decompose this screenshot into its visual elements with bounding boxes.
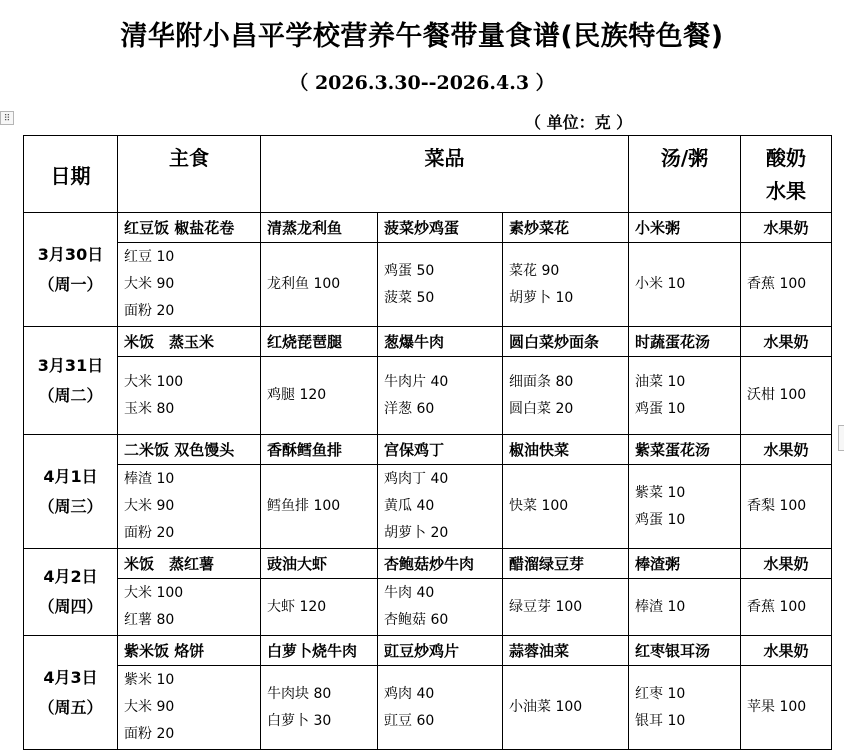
- ingredient-item: 鸡肉丁 40: [384, 471, 449, 487]
- dish2-name: 葱爆牛肉: [378, 327, 503, 357]
- ingredient-item: 棒渣 10: [635, 598, 686, 615]
- soup-ingredients: [629, 357, 741, 435]
- day-weekday: （周一）: [38, 274, 103, 294]
- ingredient-item: 洋葱 60: [384, 400, 435, 417]
- ingredient-item: 大米 90: [124, 276, 175, 292]
- ingredient-item: 棒渣 10: [124, 471, 175, 487]
- ingredient-item: 红豆 10: [124, 249, 175, 265]
- day-date: 3月31日: [37, 355, 104, 375]
- ingredient-item: 杏鲍菇 60: [384, 612, 449, 628]
- staple-name: 二米饭 双色馒头: [118, 435, 261, 465]
- staple-ingredients: [118, 465, 261, 549]
- dish1-ingredients: [261, 357, 378, 435]
- header-staple: 主食: [118, 136, 261, 213]
- dish2-name: 宫保鸡丁: [378, 435, 503, 465]
- soup-ingredients: [629, 666, 741, 750]
- dessert-name: 水果奶: [741, 327, 832, 357]
- ingredient-item: 大米 90: [124, 498, 175, 514]
- day-weekday: （周三）: [38, 496, 103, 516]
- ingredient-item: 大米 100: [124, 373, 184, 390]
- soup-name: 紫菜蛋花汤: [629, 435, 741, 465]
- dish3-name: 圆白菜炒面条: [503, 327, 629, 357]
- dessert-ingredients: [741, 579, 832, 636]
- dessert-name: 水果奶: [741, 549, 832, 579]
- day-weekday: （周五）: [38, 697, 103, 717]
- soup-name: 红枣银耳汤: [629, 636, 741, 666]
- ingredient-item: 鸡蛋 50: [384, 262, 435, 279]
- dish3-name: 蒜蓉油菜: [503, 636, 629, 666]
- ingredient-item: 鸡蛋 10: [635, 511, 686, 528]
- ingredient-item: 小油菜 100: [509, 699, 583, 715]
- ingredient-item: 牛肉片 40: [384, 373, 449, 390]
- soup-ingredients: [629, 465, 741, 549]
- day-dish-row: [24, 435, 832, 465]
- ingredient-item: 银耳 10: [635, 712, 686, 729]
- dish1-ingredients: [261, 243, 378, 327]
- dish1-ingredients: [261, 579, 378, 636]
- header-dessert-line2: 水果: [766, 179, 807, 203]
- dish2-name: 杏鲍菇炒牛肉: [378, 549, 503, 579]
- ingredient-item: 胡萝卜 10: [509, 289, 574, 306]
- dish2-name: 豇豆炒鸡片: [378, 636, 503, 666]
- ingredient-item: 绿豆芽 100: [509, 598, 583, 615]
- dish3-ingredients: [503, 243, 629, 327]
- day-ingredient-row: [24, 666, 832, 750]
- ingredient-item: 沃柑 100: [747, 387, 807, 403]
- day-date-cell: [24, 549, 118, 636]
- ingredient-item: 快菜 100: [509, 498, 569, 514]
- ingredient-item: 细面条 80: [509, 373, 574, 390]
- header-dishes: 菜品: [261, 136, 629, 213]
- dish3-ingredients: [503, 357, 629, 435]
- soup-name: 棒渣粥: [629, 549, 741, 579]
- ingredient-item: 圆白菜 20: [509, 400, 574, 417]
- dish2-ingredients: [378, 666, 503, 750]
- day-dish-row: [24, 327, 832, 357]
- staple-name: 红豆饭 椒盐花卷: [118, 213, 261, 243]
- dessert-name: 水果奶: [741, 213, 832, 243]
- table-move-handle-icon[interactable]: ⠿: [0, 111, 14, 125]
- day-date: 3月30日: [37, 244, 104, 264]
- soup-name: 小米粥: [629, 213, 741, 243]
- dish2-ingredients: [378, 579, 503, 636]
- day-date-cell: [24, 435, 118, 549]
- ingredient-item: 牛肉块 80: [267, 685, 332, 702]
- dessert-ingredients: [741, 357, 832, 435]
- day-date: 4月2日: [43, 567, 98, 586]
- day-weekday: （周二）: [38, 385, 103, 405]
- ingredient-item: 大米 100: [124, 585, 184, 601]
- ingredient-item: 龙利鱼 100: [267, 276, 341, 292]
- ingredient-item: 菠菜 50: [384, 289, 435, 306]
- dish3-name: 素炒菜花: [503, 213, 629, 243]
- dish1-name: 白萝卜烧牛肉: [261, 636, 378, 666]
- dish1-name: 红烧琵琶腿: [261, 327, 378, 357]
- ingredient-item: 面粉 20: [124, 525, 175, 541]
- ingredient-item: 大米 90: [124, 699, 175, 715]
- ingredient-item: 香蕉 100: [747, 598, 807, 615]
- ingredient-item: 苹果 100: [747, 699, 807, 715]
- staple-name: 米饭 蒸玉米: [118, 327, 261, 357]
- scroll-edge-handle[interactable]: [838, 425, 844, 451]
- ingredient-item: 红枣 10: [635, 685, 686, 702]
- day-ingredient-row: [24, 243, 832, 327]
- ingredient-item: 紫菜 10: [635, 484, 686, 501]
- day-ingredient-row: [24, 579, 832, 636]
- soup-name: 时蔬蛋花汤: [629, 327, 741, 357]
- ingredient-item: 面粉 20: [124, 726, 175, 742]
- dish3-ingredients: [503, 465, 629, 549]
- day-dish-row: [24, 636, 832, 666]
- dish2-ingredients: [378, 465, 503, 549]
- ingredient-item: 玉米 80: [124, 400, 175, 417]
- header-row: [24, 136, 832, 213]
- ingredient-item: 白萝卜 30: [267, 712, 332, 729]
- dish3-ingredients: [503, 579, 629, 636]
- header-dessert: [741, 136, 832, 213]
- day-date-cell: [24, 327, 118, 435]
- day-date: 4月3日: [43, 667, 98, 687]
- ingredient-item: 鸡蛋 10: [635, 400, 686, 417]
- unit-label: （ 单位：克 ）: [525, 113, 633, 132]
- dish1-name: 豉油大虾: [261, 549, 378, 579]
- ingredient-item: 菜花 90: [509, 262, 560, 279]
- ingredient-item: 小米 10: [635, 276, 686, 292]
- dish3-name: 醋溜绿豆芽: [503, 549, 629, 579]
- header-dessert-line1: 酸奶: [766, 146, 807, 170]
- ingredient-item: 面粉 20: [124, 303, 175, 319]
- header-soup: 汤/粥: [629, 136, 741, 213]
- dish2-ingredients: [378, 243, 503, 327]
- ingredient-item: 胡萝卜 20: [384, 525, 449, 541]
- day-date: 4月1日: [43, 466, 98, 486]
- date-range: （ 2026.3.30--2026.4.3 ）: [289, 72, 555, 94]
- dessert-ingredients: [741, 243, 832, 327]
- menu-title: 清华附小昌平学校营养午餐带量食谱(民族特色餐): [120, 21, 724, 52]
- ingredient-item: 大虾 120: [267, 598, 327, 615]
- ingredient-item: 红薯 80: [124, 612, 175, 628]
- soup-ingredients: [629, 579, 741, 636]
- dish1-name: 清蒸龙利鱼: [261, 213, 378, 243]
- staple-name: 紫米饭 烙饼: [118, 636, 261, 666]
- soup-ingredients: [629, 243, 741, 327]
- dish1-name: 香酥鳕鱼排: [261, 435, 378, 465]
- day-dish-row: [24, 549, 832, 579]
- ingredient-item: 豇豆 60: [384, 712, 435, 729]
- ingredient-item: 香梨 100: [747, 498, 807, 514]
- day-weekday: （周四）: [38, 597, 103, 616]
- dessert-name: 水果奶: [741, 435, 832, 465]
- dish1-ingredients: [261, 666, 378, 750]
- ingredient-item: 鳕鱼排 100: [267, 498, 341, 514]
- ingredient-item: 鸡腿 120: [267, 387, 327, 403]
- day-date-cell: [24, 213, 118, 327]
- menu-table: [23, 135, 832, 750]
- staple-ingredients: [118, 666, 261, 750]
- header-date: 日期: [24, 136, 118, 213]
- staple-ingredients: [118, 579, 261, 636]
- staple-ingredients: [118, 243, 261, 327]
- dessert-ingredients: [741, 465, 832, 549]
- dessert-ingredients: [741, 666, 832, 750]
- ingredient-item: 香蕉 100: [747, 276, 807, 292]
- day-dish-row: [24, 213, 832, 243]
- dish2-name: 菠菜炒鸡蛋: [378, 213, 503, 243]
- ingredient-item: 鸡肉 40: [384, 685, 435, 702]
- staple-ingredients: [118, 357, 261, 435]
- day-ingredient-row: [24, 465, 832, 549]
- dish2-ingredients: [378, 357, 503, 435]
- day-ingredient-row: [24, 357, 832, 435]
- ingredient-item: 油菜 10: [635, 373, 686, 390]
- dish1-ingredients: [261, 465, 378, 549]
- dish3-ingredients: [503, 666, 629, 750]
- day-date-cell: [24, 636, 118, 750]
- dessert-name: 水果奶: [741, 636, 832, 666]
- ingredient-item: 牛肉 40: [384, 585, 435, 601]
- dish3-name: 椒油快菜: [503, 435, 629, 465]
- ingredient-item: 黄瓜 40: [384, 498, 435, 514]
- ingredient-item: 紫米 10: [124, 672, 175, 688]
- staple-name: 米饭 蒸红薯: [118, 549, 261, 579]
